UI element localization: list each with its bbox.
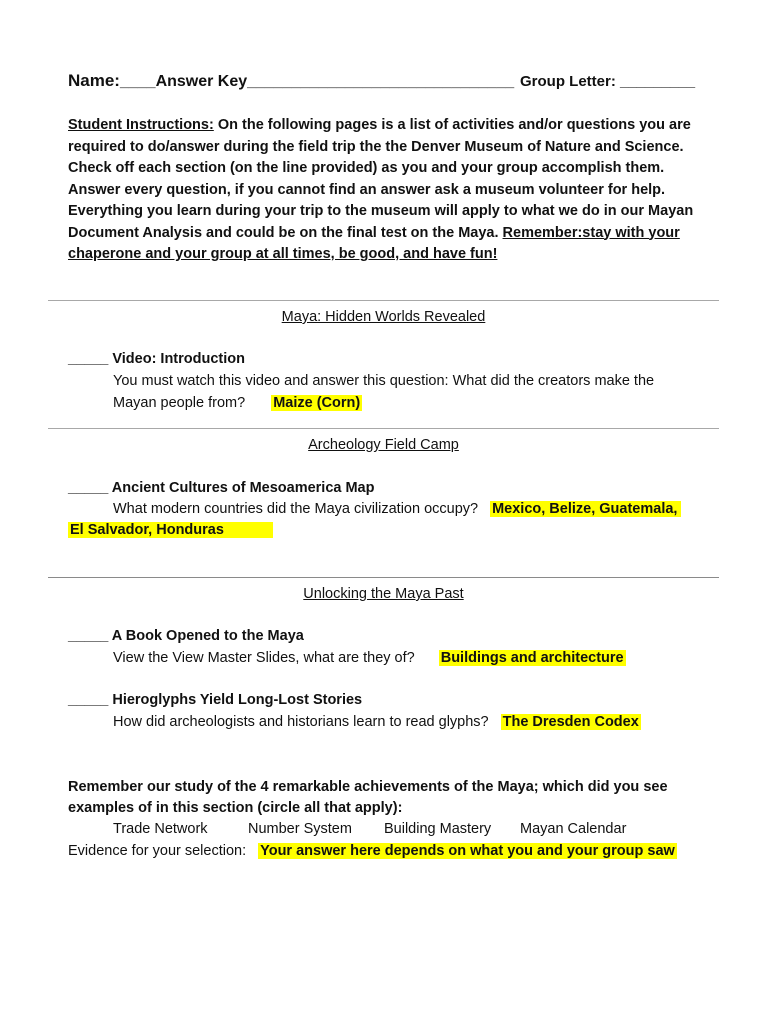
student-instructions xyxy=(68,115,708,266)
achievements-prompt: examples of in this section (circle all that apply): xyxy=(68,800,403,816)
checklist-item-title: _____ Hieroglyphs Yield Long-Lost Stories xyxy=(68,692,363,708)
evidence-label: Evidence for your selection: xyxy=(68,843,247,859)
instructions-text: On the following pages is a list of activities and/or questions you are required to do/answer during the field trip the the Denver Museum of Nature and Science. Check off each section (on the line provided) as you and your group accomplish them. Answer every question, if you cannot find an answer ask a museum volunteer for help. Everything you learn during your trip to the museum will apply to what we do in our Mayan Document Analysis and could be on the final test on the Maya. xyxy=(68,117,694,241)
section-title: Maya: Hidden Worlds Revealed xyxy=(281,309,486,325)
group-letter-field: Group Letter: _________ xyxy=(520,73,696,90)
answer-highlight: Maize (Corn) xyxy=(273,395,361,411)
instructions-heading: Student Instructions: xyxy=(68,117,214,133)
question-text: What modern countries did the Maya civilization occupy? xyxy=(113,501,479,517)
achievement-option: Mayan Calendar xyxy=(520,821,627,837)
achievement-option: Number System xyxy=(248,821,352,837)
question-text: View the View Master Slides, what are they of? xyxy=(113,650,415,666)
name-value: ____Answer Key______________________________ xyxy=(119,73,515,90)
achievement-option: Trade Network xyxy=(113,821,208,837)
checklist-item-title: _____ Video: Introduction xyxy=(68,351,245,367)
name-label: Name: xyxy=(68,71,120,90)
evidence-line xyxy=(68,843,677,859)
answer-highlight: Buildings and architecture xyxy=(440,650,624,666)
checklist-item-title: _____ A Book Opened to the Maya xyxy=(68,628,304,644)
section-title: Archeology Field Camp xyxy=(308,437,459,453)
checklist-item-title: _____ Ancient Cultures of Mesoamerica Map xyxy=(68,480,375,496)
instructions-remember: Remember:stay with your chaperone and your group at all times, be good, and have fun! xyxy=(68,224,680,262)
name-field xyxy=(68,71,514,91)
question-line xyxy=(113,501,681,517)
question-line xyxy=(113,395,362,411)
achievements-prompt: Remember our study of the 4 remarkable achievements of the Maya; which did you see xyxy=(68,779,668,795)
question-text: You must watch this video and answer this question: What did the creators make the xyxy=(113,373,655,389)
question-line xyxy=(113,650,626,666)
question-text: Mayan people from? xyxy=(113,395,246,411)
section-divider xyxy=(48,577,719,578)
achievement-option: Building Mastery xyxy=(384,821,492,837)
answer-highlight: El Salvador, Honduras xyxy=(68,522,273,538)
question-text: How did archeologists and historians learn to read glyphs? xyxy=(113,714,489,730)
section-title: Unlocking the Maya Past xyxy=(303,586,464,602)
answer-highlight: Your answer here depends on what you and your group saw xyxy=(260,843,675,859)
question-line xyxy=(113,714,641,730)
answer-highlight: Mexico, Belize, Guatemala, xyxy=(490,501,681,517)
answer-highlight-line2 xyxy=(68,522,273,538)
section-divider xyxy=(48,428,719,429)
answer-highlight: The Dresden Codex xyxy=(502,714,639,730)
section-divider xyxy=(48,300,719,301)
